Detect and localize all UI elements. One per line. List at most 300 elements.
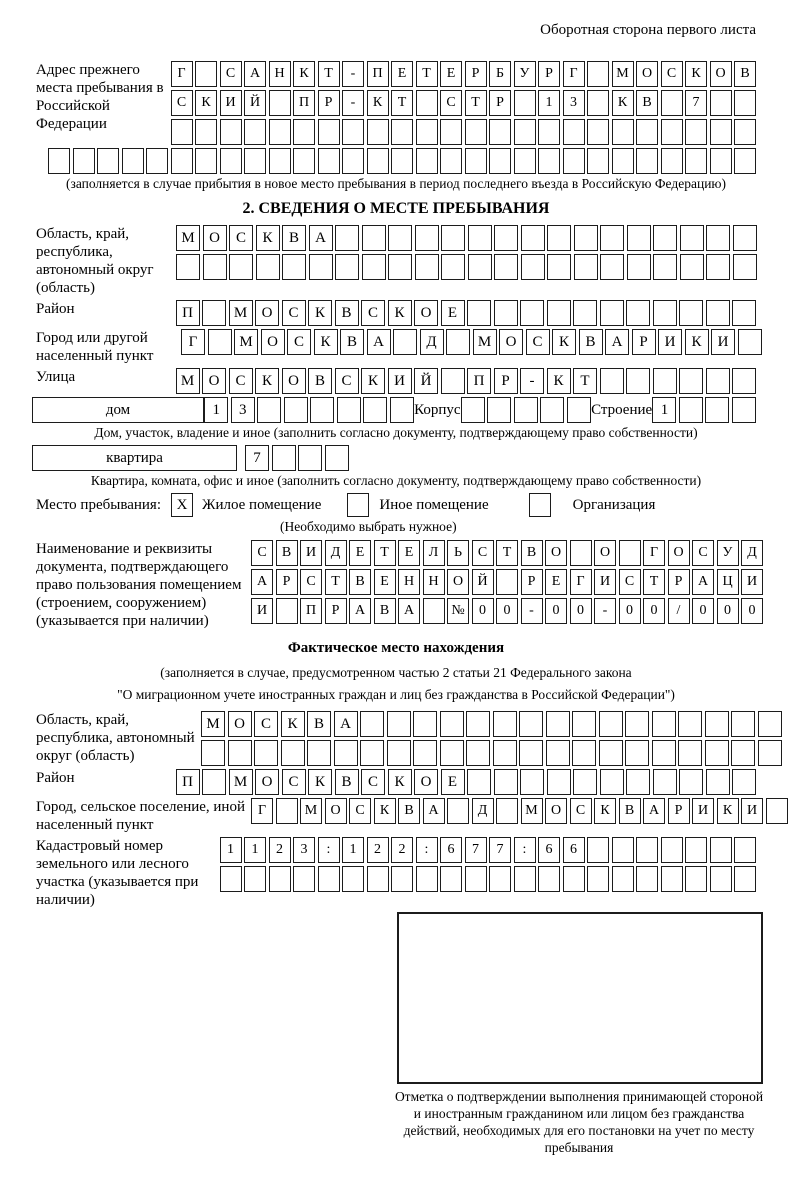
char-box bbox=[563, 866, 585, 892]
char-box: В bbox=[335, 769, 359, 795]
char-box bbox=[465, 119, 487, 145]
char-box: Е bbox=[398, 540, 420, 566]
char-box: Р bbox=[668, 569, 690, 595]
char-box bbox=[653, 300, 677, 326]
char-box: 7 bbox=[465, 837, 487, 863]
char-box: И bbox=[711, 329, 735, 355]
char-box bbox=[678, 740, 702, 766]
char-box bbox=[574, 225, 598, 251]
char-box bbox=[269, 866, 291, 892]
char-box: Р bbox=[668, 798, 690, 824]
char-box bbox=[636, 148, 658, 174]
char-box bbox=[679, 368, 703, 394]
char-box bbox=[521, 225, 545, 251]
char-box: В bbox=[619, 798, 641, 824]
char-box: Д bbox=[741, 540, 763, 566]
char-box bbox=[572, 711, 596, 737]
char-box bbox=[706, 254, 730, 280]
char-box bbox=[661, 866, 683, 892]
field-ulitsa bbox=[36, 368, 756, 394]
oblast-label: Область, край, республика, автономный округ (область) bbox=[36, 226, 154, 296]
char-box: : bbox=[514, 837, 536, 863]
char-box: О bbox=[202, 368, 226, 394]
char-box: 3 bbox=[563, 90, 585, 116]
char-box: Т bbox=[416, 61, 438, 87]
char-box: С bbox=[440, 90, 462, 116]
char-box: А bbox=[643, 798, 665, 824]
char-box bbox=[514, 119, 536, 145]
char-box bbox=[547, 300, 571, 326]
char-box: - bbox=[520, 368, 544, 394]
char-box: А bbox=[367, 329, 391, 355]
char-box: С bbox=[335, 368, 359, 394]
char-box: Д bbox=[472, 798, 494, 824]
char-box: С bbox=[619, 569, 641, 595]
char-row bbox=[461, 397, 591, 423]
char-box: Й bbox=[414, 368, 438, 394]
char-box: И bbox=[388, 368, 412, 394]
char-box bbox=[416, 119, 438, 145]
option-inoe-label: Иное помещение bbox=[379, 496, 489, 513]
char-box: А bbox=[334, 711, 358, 737]
field-fact-raion bbox=[36, 769, 756, 795]
char-box bbox=[600, 225, 624, 251]
char-box: Ц bbox=[717, 569, 739, 595]
char-box bbox=[208, 329, 232, 355]
char-box: Р bbox=[538, 61, 560, 87]
char-box: В bbox=[734, 61, 756, 87]
oblast-grid bbox=[176, 225, 757, 280]
char-row bbox=[201, 711, 782, 737]
char-box bbox=[626, 769, 650, 795]
char-box bbox=[195, 61, 217, 87]
char-box: Д bbox=[420, 329, 444, 355]
char-box: И bbox=[220, 90, 242, 116]
char-box bbox=[626, 368, 650, 394]
char-box: - bbox=[342, 90, 364, 116]
char-box: К bbox=[594, 798, 616, 824]
char-box: М bbox=[201, 711, 225, 737]
char-box: К bbox=[293, 61, 315, 87]
char-box bbox=[257, 397, 281, 423]
char-box bbox=[627, 225, 651, 251]
char-box bbox=[360, 711, 384, 737]
char-box: К bbox=[281, 711, 305, 737]
char-box: С bbox=[300, 569, 322, 595]
char-box: К bbox=[612, 90, 634, 116]
field-mesto-prebyvaniya bbox=[36, 493, 756, 517]
char-box bbox=[334, 740, 358, 766]
option-zhiloe-label: Жилое помещение bbox=[202, 496, 322, 513]
fact-oblast-grid bbox=[201, 711, 782, 766]
char-box: / bbox=[668, 598, 690, 624]
char-box bbox=[540, 397, 564, 423]
char-box bbox=[269, 90, 291, 116]
char-box: Т bbox=[325, 569, 347, 595]
char-box bbox=[367, 119, 389, 145]
char-box: С bbox=[251, 540, 273, 566]
char-box bbox=[600, 254, 624, 280]
char-box: О bbox=[668, 540, 690, 566]
char-box bbox=[293, 148, 315, 174]
page-side-note: Оборотная сторона первого листа bbox=[540, 22, 756, 38]
dom-widebox: дом bbox=[32, 397, 204, 423]
char-box: Т bbox=[374, 540, 396, 566]
char-box bbox=[468, 225, 492, 251]
char-box bbox=[284, 397, 308, 423]
char-box bbox=[487, 397, 511, 423]
char-box bbox=[97, 148, 119, 174]
char-row bbox=[251, 569, 763, 595]
char-box: С bbox=[361, 300, 385, 326]
section2-title: 2. СВЕДЕНИЯ О МЕСТЕ ПРЕБЫВАНИЯ bbox=[242, 200, 550, 217]
char-box: Р bbox=[318, 90, 340, 116]
char-box bbox=[342, 148, 364, 174]
char-box bbox=[612, 148, 634, 174]
char-row bbox=[181, 329, 762, 355]
char-box: 0 bbox=[570, 598, 592, 624]
char-box: П bbox=[176, 300, 200, 326]
char-box bbox=[171, 119, 193, 145]
char-box bbox=[220, 866, 242, 892]
char-box bbox=[652, 740, 676, 766]
fact-gorod-label: Город, сельское поселение, иной населенный пункт bbox=[36, 799, 245, 833]
char-box bbox=[413, 740, 437, 766]
char-box bbox=[440, 711, 464, 737]
char-box bbox=[705, 740, 729, 766]
char-box: 2 bbox=[269, 837, 291, 863]
char-box: С bbox=[526, 329, 550, 355]
char-box bbox=[342, 119, 364, 145]
char-box bbox=[293, 119, 315, 145]
char-box: П bbox=[467, 368, 491, 394]
char-box bbox=[685, 837, 707, 863]
char-box: 0 bbox=[717, 598, 739, 624]
char-box bbox=[710, 837, 732, 863]
field-raion bbox=[36, 300, 756, 326]
char-box bbox=[465, 148, 487, 174]
stamp-area bbox=[392, 912, 766, 1156]
char-box bbox=[733, 225, 757, 251]
char-box bbox=[567, 397, 591, 423]
char-box: В bbox=[521, 540, 543, 566]
char-box: Р bbox=[465, 61, 487, 87]
char-box bbox=[679, 769, 703, 795]
char-box: 0 bbox=[472, 598, 494, 624]
fact-note-line2: "О миграционном учете иностранных граждан и лиц без гражданства в Российской Федерации") bbox=[117, 687, 675, 702]
char-box: К bbox=[256, 225, 280, 251]
char-box bbox=[710, 90, 732, 116]
char-box: Г bbox=[563, 61, 585, 87]
char-box: К bbox=[685, 329, 709, 355]
char-box: Р bbox=[632, 329, 656, 355]
char-box bbox=[494, 300, 518, 326]
char-box: Т bbox=[391, 90, 413, 116]
char-box bbox=[587, 148, 609, 174]
char-box: 3 bbox=[293, 837, 315, 863]
char-box bbox=[244, 148, 266, 174]
char-box: 1 bbox=[204, 397, 228, 423]
char-box bbox=[201, 740, 225, 766]
char-box bbox=[282, 254, 306, 280]
char-box: Т bbox=[318, 61, 340, 87]
char-box: С bbox=[349, 798, 371, 824]
char-box: К bbox=[685, 61, 707, 87]
char-box bbox=[661, 90, 683, 116]
char-box bbox=[653, 254, 677, 280]
char-box: Т bbox=[573, 368, 597, 394]
char-box bbox=[587, 119, 609, 145]
char-box: И bbox=[658, 329, 682, 355]
char-box bbox=[685, 148, 707, 174]
char-box: М bbox=[176, 368, 200, 394]
char-box bbox=[298, 445, 322, 471]
char-box: О bbox=[594, 540, 616, 566]
char-box: И bbox=[300, 540, 322, 566]
char-box bbox=[600, 368, 624, 394]
char-box: 0 bbox=[496, 598, 518, 624]
checkbox-organizatsiya bbox=[529, 493, 551, 517]
field-document bbox=[36, 540, 756, 630]
char-box: И bbox=[741, 798, 763, 824]
char-box: С bbox=[661, 61, 683, 87]
char-box bbox=[627, 254, 651, 280]
char-box bbox=[519, 740, 543, 766]
field-dom bbox=[36, 397, 756, 423]
char-box bbox=[733, 254, 757, 280]
char-box bbox=[276, 598, 298, 624]
char-box bbox=[521, 254, 545, 280]
mesto-note: (Необходимо выбрать нужное) bbox=[280, 519, 457, 534]
char-box: Е bbox=[391, 61, 413, 87]
char-box bbox=[619, 540, 641, 566]
char-box: 1 bbox=[342, 837, 364, 863]
char-box bbox=[256, 254, 280, 280]
char-box: Й bbox=[472, 569, 494, 595]
char-box bbox=[661, 837, 683, 863]
char-box: О bbox=[282, 368, 306, 394]
document-grid bbox=[251, 540, 763, 624]
char-box: 7 bbox=[245, 445, 269, 471]
dom-note: Дом, участок, владение и иное (заполнить согласно документу, подтверждающему право собственности) bbox=[94, 425, 698, 440]
char-box: О bbox=[545, 798, 567, 824]
char-box bbox=[203, 254, 227, 280]
document-label: Наименование и реквизиты документа, подтверждающего право пользования помещением (строением, сооружением) (указывается при наличии) bbox=[36, 541, 242, 629]
char-box: О bbox=[228, 711, 252, 737]
char-box: М bbox=[612, 61, 634, 87]
char-box: С bbox=[570, 798, 592, 824]
char-box bbox=[653, 368, 677, 394]
char-box bbox=[318, 148, 340, 174]
char-box: М bbox=[300, 798, 322, 824]
char-row bbox=[201, 740, 782, 766]
char-box bbox=[467, 300, 491, 326]
char-box: С bbox=[361, 769, 385, 795]
char-box: К bbox=[314, 329, 338, 355]
char-box: Е bbox=[441, 769, 465, 795]
char-box: Й bbox=[244, 90, 266, 116]
char-row bbox=[251, 598, 763, 624]
fact-oblast-label: Область, край, республика, автономный округ (область) bbox=[36, 712, 195, 764]
char-box bbox=[416, 148, 438, 174]
char-box bbox=[514, 397, 538, 423]
char-box bbox=[48, 148, 70, 174]
korpus-label: Корпус bbox=[414, 401, 461, 418]
char-row bbox=[171, 90, 757, 116]
char-box bbox=[342, 866, 364, 892]
checkbox-inoe bbox=[347, 493, 369, 517]
char-box bbox=[572, 740, 596, 766]
char-box: Г bbox=[570, 569, 592, 595]
char-box bbox=[706, 300, 730, 326]
char-box bbox=[388, 225, 412, 251]
char-box bbox=[538, 119, 560, 145]
char-box: С bbox=[282, 300, 306, 326]
char-box: К bbox=[195, 90, 217, 116]
char-box bbox=[706, 769, 730, 795]
char-box bbox=[563, 148, 585, 174]
char-box bbox=[538, 866, 560, 892]
char-box: О bbox=[325, 798, 347, 824]
char-box bbox=[391, 119, 413, 145]
char-box bbox=[440, 866, 462, 892]
char-box bbox=[441, 254, 465, 280]
char-box bbox=[514, 90, 536, 116]
char-box bbox=[587, 837, 609, 863]
char-box: С bbox=[229, 225, 253, 251]
char-box: С bbox=[220, 61, 242, 87]
char-box bbox=[705, 711, 729, 737]
char-box bbox=[413, 711, 437, 737]
char-box bbox=[587, 866, 609, 892]
char-box bbox=[281, 740, 305, 766]
char-box: О bbox=[636, 61, 658, 87]
char-box: Г bbox=[171, 61, 193, 87]
char-box: Л bbox=[423, 540, 445, 566]
char-box: 3 bbox=[231, 397, 255, 423]
char-row bbox=[220, 866, 757, 892]
char-box: Т bbox=[643, 569, 665, 595]
char-box: У bbox=[717, 540, 739, 566]
char-box bbox=[494, 769, 518, 795]
field-gorod bbox=[36, 329, 756, 365]
char-box: О bbox=[545, 540, 567, 566]
char-box bbox=[229, 254, 253, 280]
char-row bbox=[652, 397, 756, 423]
char-box: У bbox=[514, 61, 536, 87]
char-box: - bbox=[342, 61, 364, 87]
char-box bbox=[520, 300, 544, 326]
char-box bbox=[600, 769, 624, 795]
char-box: 0 bbox=[741, 598, 763, 624]
char-box bbox=[388, 254, 412, 280]
char-box bbox=[467, 769, 491, 795]
char-box bbox=[612, 837, 634, 863]
char-box bbox=[335, 254, 359, 280]
char-box: : bbox=[416, 837, 438, 863]
field-kvartira bbox=[36, 445, 756, 471]
char-box: Т bbox=[496, 540, 518, 566]
char-box bbox=[652, 711, 676, 737]
char-box: И bbox=[251, 598, 273, 624]
char-box bbox=[360, 740, 384, 766]
mesto-label: Место пребывания: bbox=[36, 497, 161, 513]
kvartira-note: Квартира, комната, офис и иное (заполнить согласно документу, подтверждающему право собственности) bbox=[90, 473, 702, 488]
char-row bbox=[171, 61, 757, 87]
char-box bbox=[636, 866, 658, 892]
char-box: Е bbox=[441, 300, 465, 326]
char-box bbox=[416, 866, 438, 892]
char-box bbox=[547, 254, 571, 280]
char-box bbox=[680, 254, 704, 280]
char-box bbox=[738, 329, 762, 355]
char-box: П bbox=[300, 598, 322, 624]
char-box bbox=[732, 300, 756, 326]
char-box bbox=[387, 740, 411, 766]
char-box bbox=[538, 148, 560, 174]
char-box bbox=[685, 119, 707, 145]
char-row bbox=[245, 445, 349, 471]
char-box bbox=[310, 397, 334, 423]
char-box bbox=[710, 148, 732, 174]
char-box: № bbox=[447, 598, 469, 624]
char-box bbox=[599, 740, 623, 766]
char-box: С bbox=[254, 711, 278, 737]
char-box bbox=[146, 148, 168, 174]
char-box: Е bbox=[545, 569, 567, 595]
char-box: В bbox=[340, 329, 364, 355]
char-box: 1 bbox=[220, 837, 242, 863]
char-box: 6 bbox=[440, 837, 462, 863]
char-box: Е bbox=[374, 569, 396, 595]
char-box: А bbox=[244, 61, 266, 87]
char-box: В bbox=[307, 711, 331, 737]
char-box: М bbox=[234, 329, 258, 355]
char-box bbox=[202, 300, 226, 326]
char-row bbox=[171, 119, 757, 145]
char-box: Р bbox=[325, 598, 347, 624]
char-box bbox=[600, 300, 624, 326]
char-box bbox=[489, 866, 511, 892]
char-box bbox=[678, 711, 702, 737]
char-box: К bbox=[255, 368, 279, 394]
char-box: Д bbox=[325, 540, 347, 566]
char-box: О bbox=[499, 329, 523, 355]
confirmation-stamp-box bbox=[397, 912, 763, 1084]
char-box: С bbox=[171, 90, 193, 116]
char-row bbox=[176, 300, 757, 326]
char-box bbox=[636, 119, 658, 145]
char-box bbox=[514, 866, 536, 892]
char-box bbox=[171, 148, 193, 174]
char-box bbox=[391, 866, 413, 892]
char-box bbox=[367, 866, 389, 892]
char-box: И bbox=[692, 798, 714, 824]
char-box: - bbox=[594, 598, 616, 624]
char-box: М bbox=[229, 300, 253, 326]
char-box bbox=[272, 445, 296, 471]
ulitsa-label: Улица bbox=[36, 369, 76, 385]
char-box: 7 bbox=[685, 90, 707, 116]
char-box bbox=[731, 711, 755, 737]
char-box bbox=[710, 119, 732, 145]
char-box: О bbox=[255, 300, 279, 326]
char-box bbox=[220, 119, 242, 145]
field-oblast bbox=[36, 225, 756, 297]
char-box: В bbox=[579, 329, 603, 355]
char-box bbox=[122, 148, 144, 174]
char-box: 0 bbox=[545, 598, 567, 624]
